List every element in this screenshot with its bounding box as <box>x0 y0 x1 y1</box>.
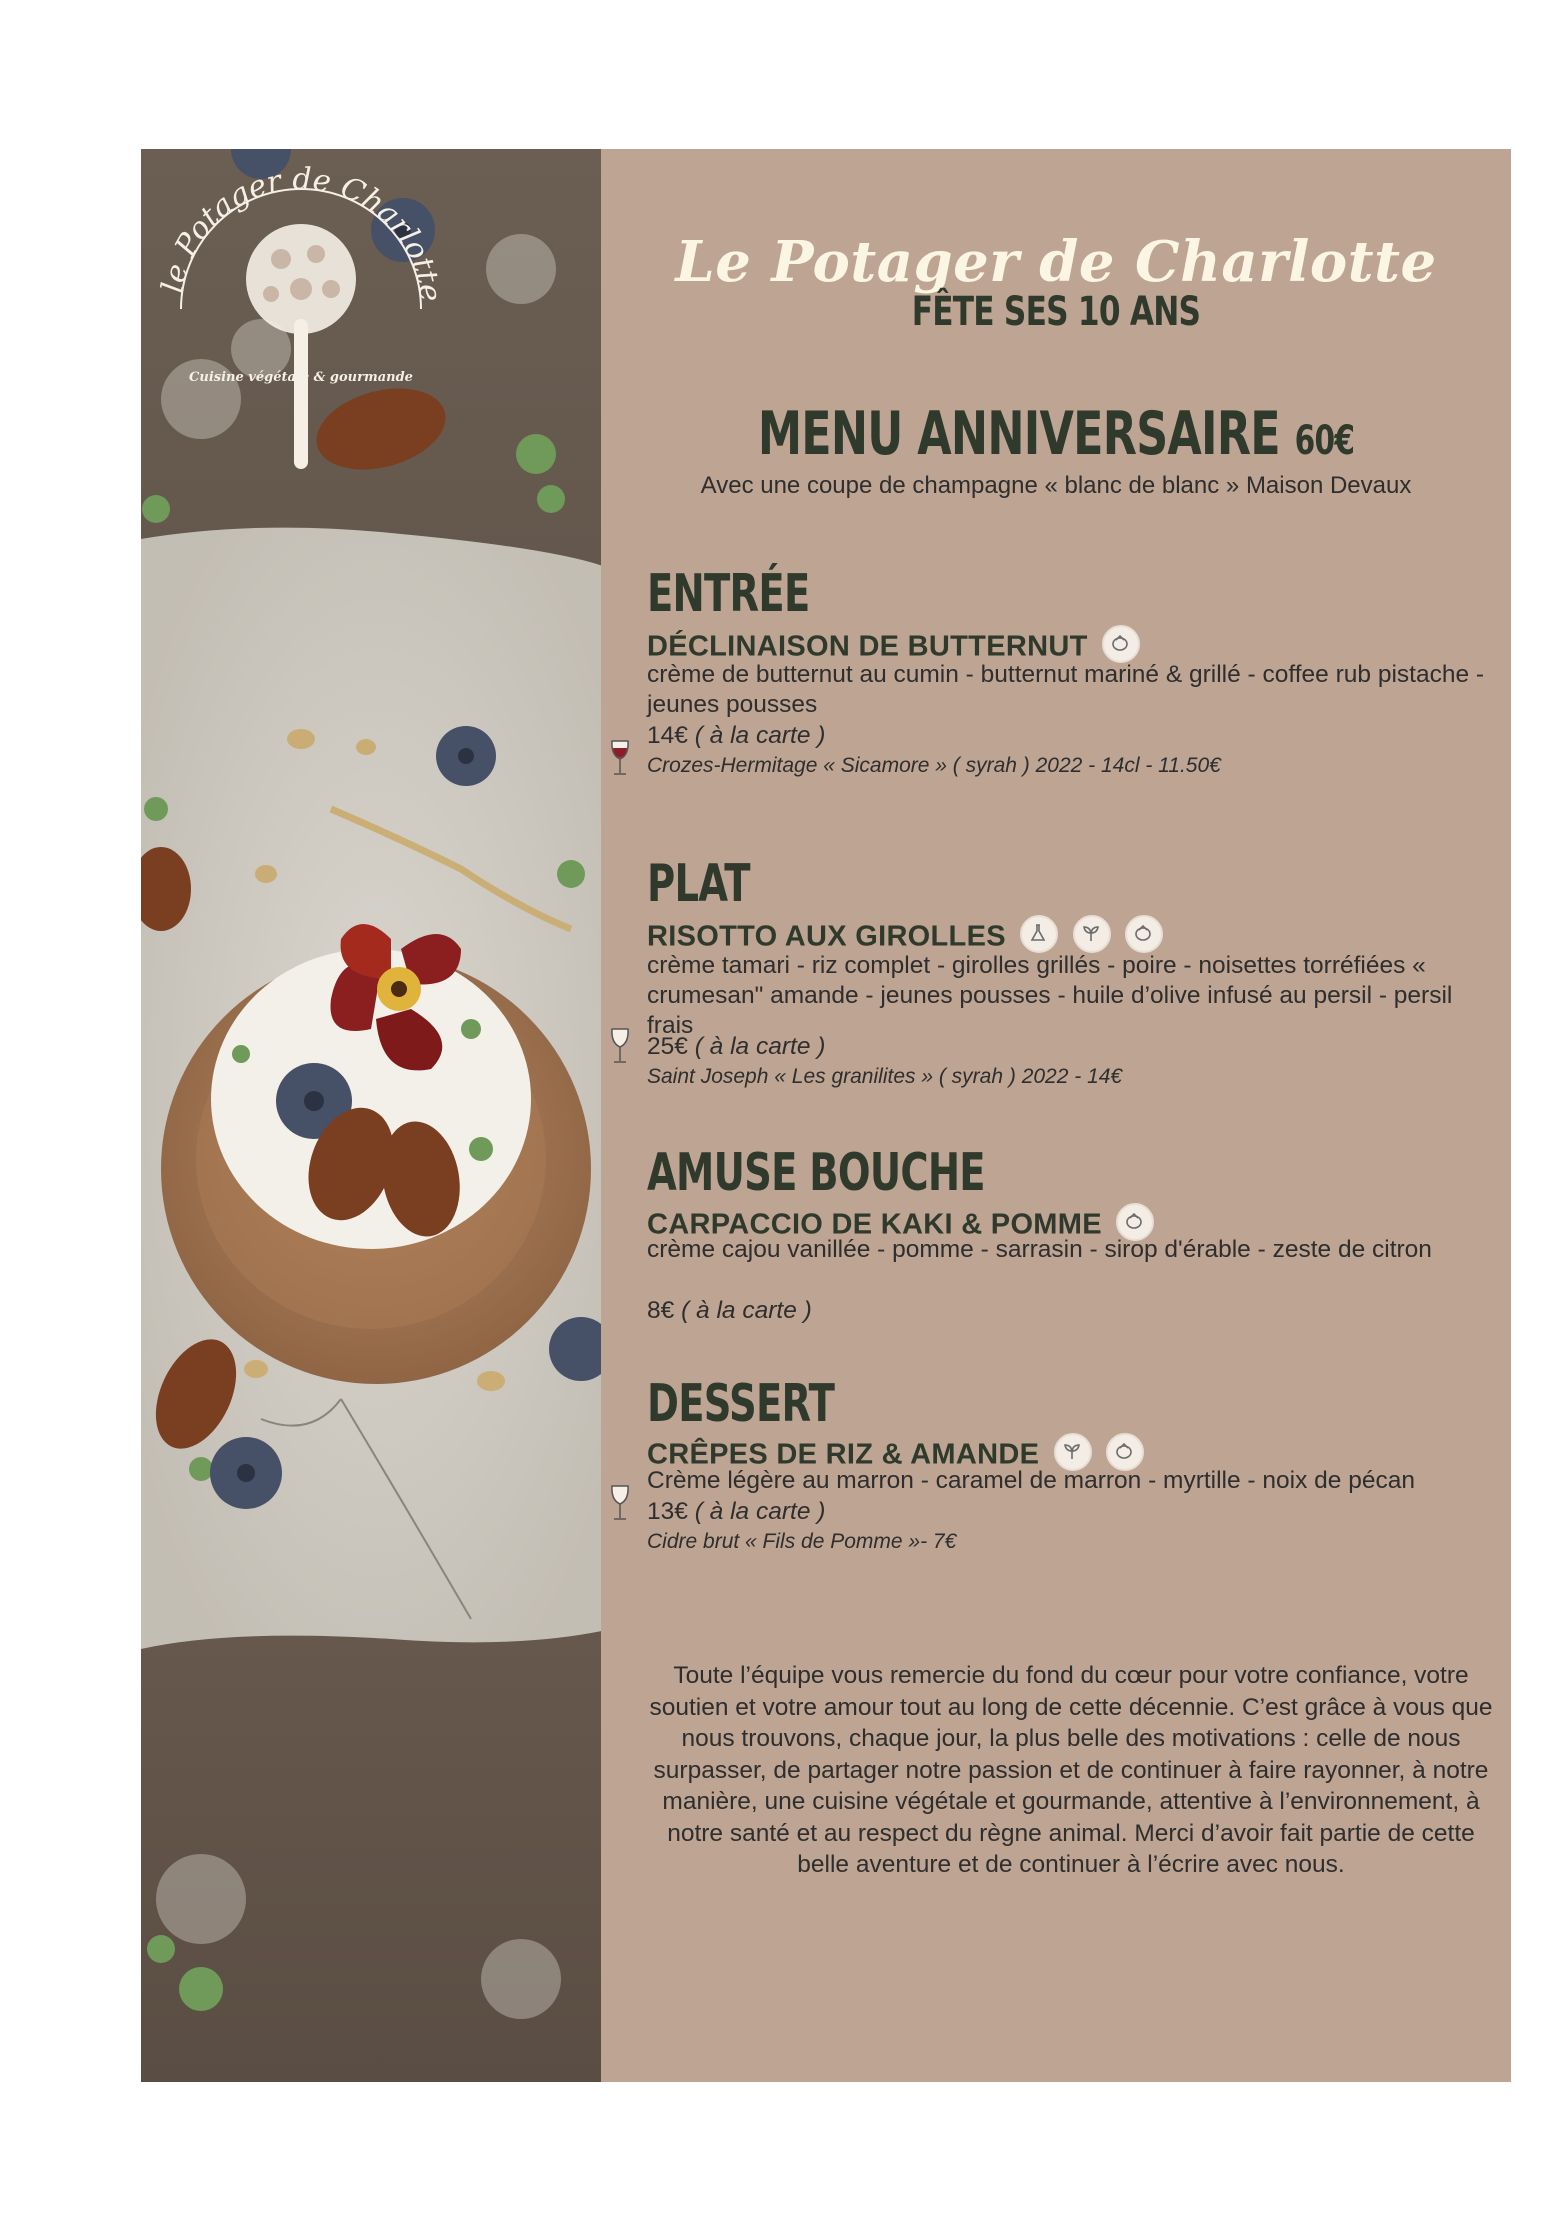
dish-title: DÉCLINAISON DE BUTTERNUT <box>647 630 1088 663</box>
svg-text:le Potager de Charlotte: le Potager de Charlotte <box>155 161 448 304</box>
dish-title: CRÊPES DE RIZ & AMANDE <box>647 1438 1040 1471</box>
price-note: ( à la carte ) <box>681 1297 812 1324</box>
course-heading-entree: ENTRÉE <box>647 564 810 624</box>
sprout-icon <box>1073 915 1111 953</box>
menu-title-text: MENU ANNIVERSAIRE <box>757 399 1280 469</box>
course-heading-amuse-bouche: AMUSE BOUCHE <box>647 1143 985 1203</box>
nut-icon <box>1102 625 1140 663</box>
wine-pairing-entree: Crozes-Hermitage « Sicamore » ( syrah ) 2022 - 14cl - 11.50€ <box>647 754 1221 777</box>
white-wine-glass-icon <box>609 1027 631 1067</box>
course-heading-dessert: DESSERT <box>647 1374 835 1434</box>
price-note: ( à la carte ) <box>694 722 826 749</box>
menu-sheet <box>141 149 1511 2082</box>
food-photo <box>141 149 601 2082</box>
dish-description-amuse-bouche: crème cajou vanillée - pomme - sarrasin - sirop d'érable - zeste de citron <box>647 1236 1432 1263</box>
logo-tagline: Cuisine végétale & gourmande <box>189 370 413 385</box>
dish-price-amuse-bouche <box>647 1297 812 1325</box>
menu-price: 60€ <box>1294 418 1355 464</box>
course-heading-plat: PLAT <box>647 854 750 914</box>
menu-panel <box>601 149 1511 2082</box>
dish-price-plat <box>647 1033 825 1061</box>
dish-description-dessert: Crème légère au marron - caramel de marron - myrtille - noix de pécan <box>647 1467 1415 1494</box>
dish-description-plat: crème tamari - riz complet - girolles grillés - poire - noisettes torréfiées « crumesan" amande - jeunes pousses - huile d’olive infusé au persil - persil frais <box>647 952 1453 1039</box>
dish-title: CARPACCIO DE KAKI & POMME <box>647 1208 1102 1241</box>
restaurant-name: Le Potager de Charlotte <box>675 229 1437 295</box>
dish-title: RISOTTO AUX GIROLLES <box>647 920 1006 953</box>
menu-title <box>686 399 1426 469</box>
anniversary-subtitle: FÊTE SES 10 ANS <box>911 289 1201 335</box>
dish-price-dessert <box>647 1498 825 1526</box>
dish-description-entree: crème de butternut au cumin - butternut mariné & grillé - coffee rub pistache - jeunes pousses <box>647 661 1485 718</box>
red-wine-glass-icon <box>609 739 631 779</box>
price-value: 25€ <box>647 1033 688 1060</box>
price-value: 13€ <box>647 1498 688 1525</box>
price-value: 14€ <box>647 722 688 749</box>
thank-you-message: Toute l’équipe vous remercie du fond du cœur pour votre confiance, votre soutien et votre amour tout au long de cette décennie. C’est grâce à vous que nous trouvons, chaque jour, la plus belle des motivations : celle de nous surpasser, de partager notre passion et de continuer à faire rayonner, à notre manière, une cuisine végétale et gourmande, attentive à l’environnement, à notre santé et au respect du règne animal. Merci d’avoir fait partie de cette belle aventure et de continuer à l’écrire avec nous. <box>649 1662 1493 1878</box>
price-note: ( à la carte ) <box>694 1498 826 1525</box>
price-value: 8€ <box>647 1297 675 1324</box>
brand-logo <box>141 149 461 479</box>
dish-price-entree <box>647 722 825 750</box>
wine-pairing-plat: Saint Joseph « Les granilites » ( syrah ) 2022 - 14€ <box>647 1065 1123 1088</box>
champagne-note: Avec une coupe de champagne « blanc de blanc » Maison Devaux <box>700 472 1412 499</box>
nut-icon <box>1125 915 1163 953</box>
price-note: ( à la carte ) <box>694 1033 826 1060</box>
wine-pairing-dessert: Cidre brut « Fils de Pomme »- 7€ <box>647 1530 957 1553</box>
flask-icon <box>1020 915 1058 953</box>
white-wine-glass-icon <box>609 1484 631 1524</box>
